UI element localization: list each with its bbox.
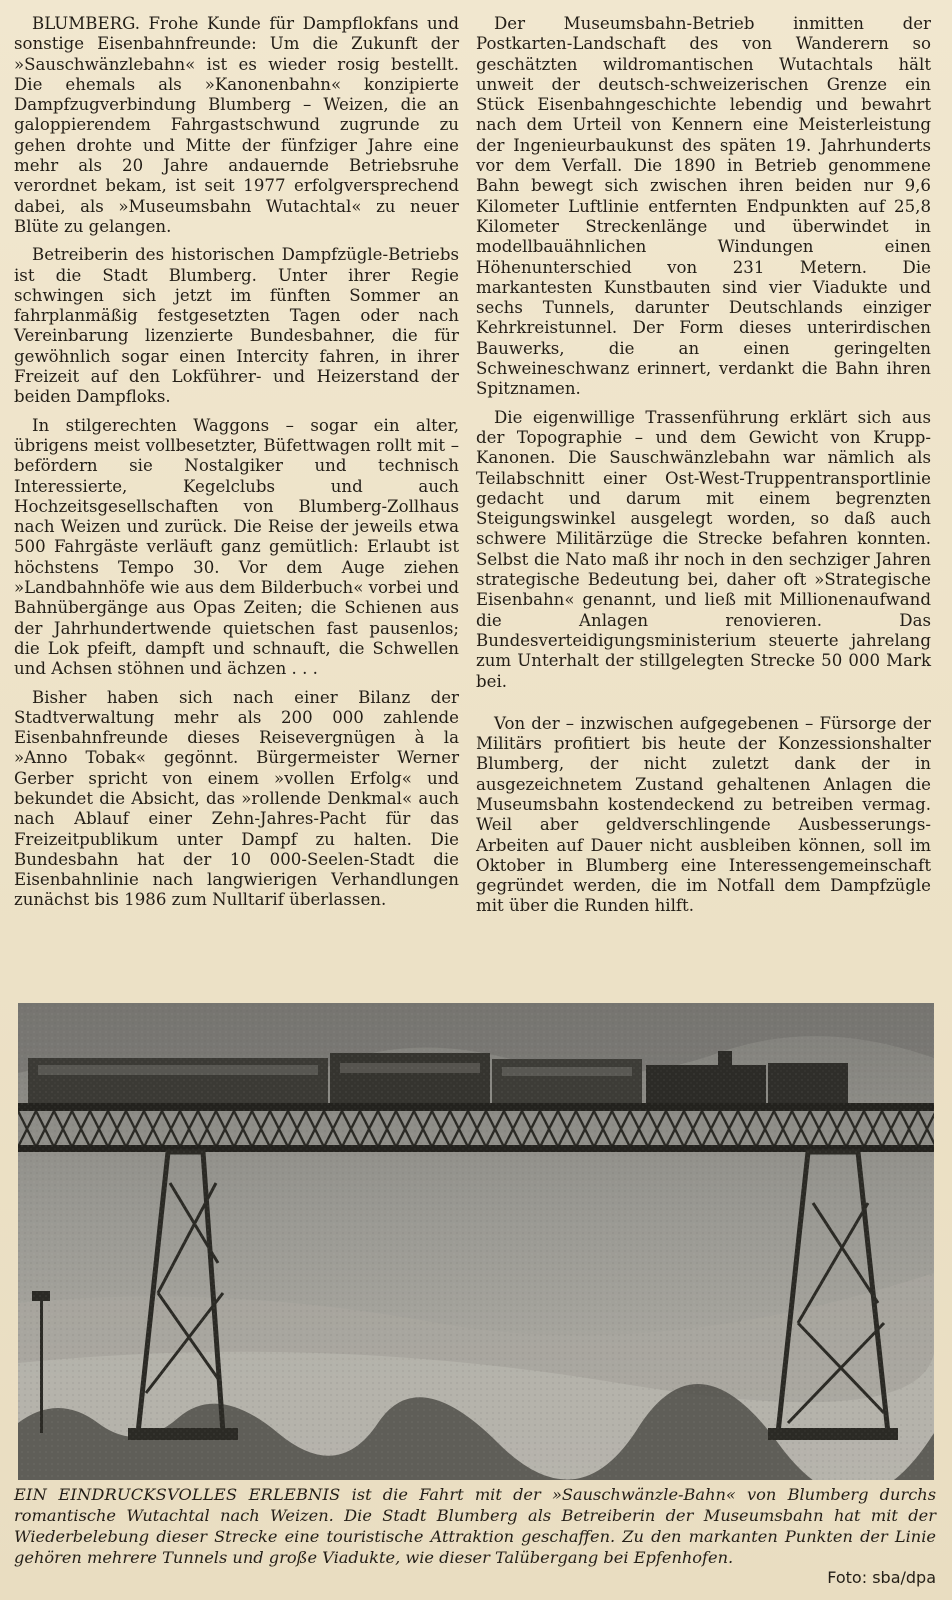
article-right-column bbox=[476, 14, 931, 925]
paragraph: Die eigenwillige Trassenführung erklärt sich aus der Topographie – und dem Gewicht von Krupp-Kanonen. Die Sauschwänzlebahn war nämlich als Teilabschnitt einer Ost-West-Truppentransportlinie gedacht und darum mit einem begrenzten Steigungswinkel ausgelegt worden, so daß auch schwere Militärzüge die Strecke befahren konnten. Selbst die Nato maß ihr noch in den sechziger Jahren strategische Bedeutung bei, daher oft »Strategische Eisenbahn« genannt, und ließ mit Millionenaufwand die Anlagen renovieren. Das Bundesverteidigungsministerium steuerte jahrelang zum Unterhalt der stillgelegten Strecke 50 000 Mark bei. bbox=[476, 407, 931, 691]
caption-text: ist die Fahrt mit der »Sauschwänzle-Bahn« von Blumberg durchs romantische Wutachtal nach Weizen. Die Stadt Blumberg als Betreiberin der Museumsbahn hat mit der Wiederbelebung dieser Strecke eine touristische Attraktion geschaffen. Zu den markanten Punkten der Linie gehören mehrere Tunnels und große Viadukte, wie dieser Talübergang bei Epfenhofen. bbox=[14, 1485, 937, 1567]
caption-lead: EIN EINDRUCKSVOLLES ERLEBNIS bbox=[14, 1485, 341, 1504]
photo-caption bbox=[14, 1484, 936, 1568]
paragraph: Von der – inzwischen aufgegebenen – Fürsorge der Militärs profitiert bis heute der Konzessionshalter Blumberg, der nicht zuletzt dank der in ausgezeichnetem Zustand gehaltenen Anlagen die Museumsbahn kostendeckend zu betreiben vermag. Weil aber geldverschlingende Ausbesserungs-Arbeiten auf Dauer nicht ausbleiben können, soll im Oktober in Blumberg eine Interessengemeinschaft gegründet werden, die im Notfall dem Dampfzügle mit über die Runden hilft. bbox=[476, 713, 931, 916]
paragraph: In stilgerechten Waggons – sogar ein alter, übrigens meist vollbesetzter, Büfettwagen rollt mit – befördern sie Nostalgiker und technisch Interessierte, Kegelclubs und auch Hochzeitsgesellschaften von Blumberg-Zollhaus nach Weizen und zurück. Die Reise der jeweils etwa 500 Fahrgäste verläuft ganz gemütlich: Erlaubt ist höchstens Tempo 30. Vor dem Auge ziehen »Landbahnhöfe wie aus dem Bilderbuch« vorbei und Bahnübergänge aus Opas Zeiten; die Schienen aus der Jahrhundertwende quietschen fast pausenlos; die Lok pfeift, dampft und schnauft, die Schwellen und Achsen stöhnen und ächzen . . . bbox=[14, 415, 459, 679]
paragraph: Betreiberin des historischen Dampfzügle-Betriebs ist die Stadt Blumberg. Unter ihrer Regie schwingen sich jetzt im fünften Sommer an fahrplanmäßig festgesetzten Tagen oder nach Vereinbarung lizenzierte Bundesbahner, die für gewöhnlich sogar einen Intercity fahren, in ihrer Freizeit auf den Lokführer- und Heizerstand der beiden Dampfloks. bbox=[14, 245, 459, 407]
paragraph: Bisher haben sich nach einer Bilanz der Stadtverwaltung mehr als 200 000 zahlende Eisenbahnfreunde dieses Reisevergnügen à la »Anno Tobak« gegönnt. Bürgermeister Werner Gerber spricht von einem »vollen Erfolg« und bekundet die Absicht, das »rollende Denkmal« auch nach Ablauf einer Zehn-Jahres-Pacht für das Freizeitpublikum unter Dampf zu halten. Die Bundesbahn hat der 10 000-Seelen-Stadt die Eisenbahnlinie nach langwierigen Verhandlungen zunächst bis 1986 zum Nulltarif überlassen. bbox=[14, 687, 459, 910]
photo-illustration bbox=[18, 1003, 934, 1480]
viaduct-train-photo bbox=[18, 1003, 934, 1480]
paragraph: BLUMBERG. Frohe Kunde für Dampflokfans und sonstige Eisenbahnfreunde: Um die Zukunft der »Sauschwänzlebahn« ist es wieder rosig bestellt. Die ehemals als »Kanonenbahn« konzipierte Dampfzugverbindung Blumberg – Weizen, die an galoppierendem Fahrgastschwund zugrunde zu gehen drohte und Mitte der fünfziger Jahre eine mehr als 20 Jahre andauernde Betriebsruhe verordnet bekam, ist seit 1977 erfolgversprechend dabei, als »Museumsbahn Wutachtal« zu neuer Blüte zu gelangen. bbox=[14, 14, 459, 236]
photo-credit: Foto: sba/dpa bbox=[827, 1568, 936, 1587]
article-left-column bbox=[14, 14, 459, 919]
paragraph: Der Museumsbahn-Betrieb inmitten der Postkarten-Landschaft des von Wanderern so geschätzten wildromantischen Wutachtals hält unweit der deutsch-schweizerischen Grenze ein Stück Eisenbahngeschichte lebendig und bewahrt nach dem Urteil von Kennern eine Meisterleistung der Ingenieurbaukunst des späten 19. Jahrhunderts vor dem Verfall. Die 1890 in Betrieb genommene Bahn bewegt sich zwischen ihren beiden nur 9,6 Kilometer Luftlinie entfernten Endpunkten auf 25,8 Kilometer Streckenlänge und überwindet in modellbauähnlichen Windungen einen Höhenunterschied von 231 Metern. Die markantesten Kunstbauten sind vier Viadukte und sechs Tunnels, darunter Deutschlands einziger Kehrkreistunnel. Der Form dieses unterirdischen Bauwerks, die an einen geringelten Schweineschwanz erinnert, verdankt die Bahn ihren Spitznamen. bbox=[476, 14, 931, 399]
